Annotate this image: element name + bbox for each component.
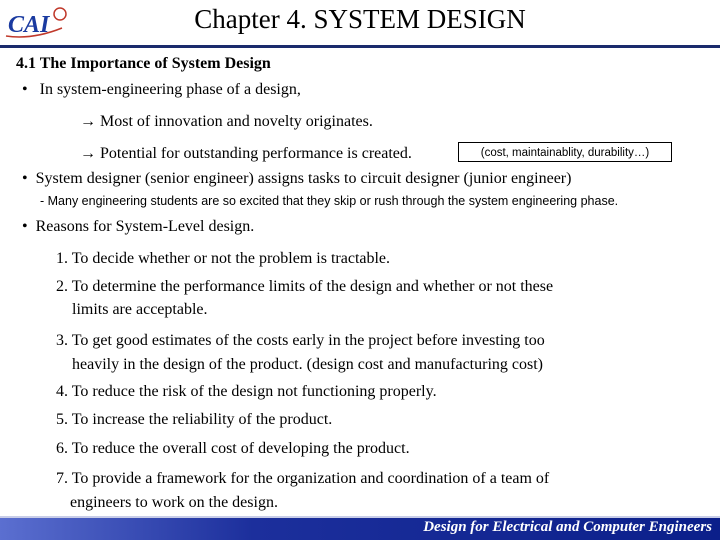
page-title: Chapter 4. SYSTEM DESIGN: [194, 4, 526, 34]
boxed-note: (cost, maintainablity, durability…): [458, 142, 672, 162]
arrow-point-1: → Most of innovation and novelty originates.: [80, 113, 373, 130]
reason-4: 4. To reduce the risk of the design not functioning properly.: [56, 383, 437, 400]
reason-3-line-1: 3. To get good estimates of the costs early in the project before investing too: [56, 332, 545, 349]
reason-6: 6. To reduce the overall cost of developing the product.: [56, 440, 410, 457]
bullet-2-text: System designer (senior engineer) assigns tasks to circuit designer (junior engineer): [35, 170, 572, 187]
bullet-1-text: In system-engineering phase of a design,: [39, 81, 301, 98]
bullet-1: • In system-engineering phase of a design,: [22, 81, 301, 98]
section-heading: 4.1 The Importance of System Design: [16, 55, 271, 72]
footer-text: Design for Electrical and Computer Engineers: [423, 519, 712, 535]
reason-7-line-1: 7. To provide a framework for the organization and coordination of a team of: [56, 470, 550, 487]
reason-2-line-2: limits are acceptable.: [72, 301, 208, 318]
footer-divider: [0, 516, 720, 518]
reason-2-line-1: 2. To determine the performance limits of the design and whether or not these: [56, 278, 554, 295]
title-divider: [0, 45, 720, 48]
reason-1: 1. To decide whether or not the problem is tractable.: [56, 250, 391, 267]
reason-7-line-2: engineers to work on the design.: [70, 494, 278, 511]
bullet-3: • Reasons for System-Level design.: [22, 218, 255, 235]
arrow-point-2: → Potential for outstanding performance is created.: [80, 145, 412, 162]
bullet-3-text: Reasons for System-Level design.: [35, 218, 255, 235]
sub-note: - Many engineering students are so excited that they skip or rush through the system engineering phase.: [40, 194, 619, 208]
bullet-2: • System designer (senior engineer) assigns tasks to circuit designer (junior engineer): [22, 170, 572, 187]
logo-text: CAI: [8, 12, 50, 38]
reason-5: 5. To increase the reliability of the product.: [56, 411, 333, 428]
reason-3-line-2: heavily in the design of the product. (design cost and manufacturing cost): [72, 356, 543, 373]
footer-bar: [0, 516, 720, 540]
